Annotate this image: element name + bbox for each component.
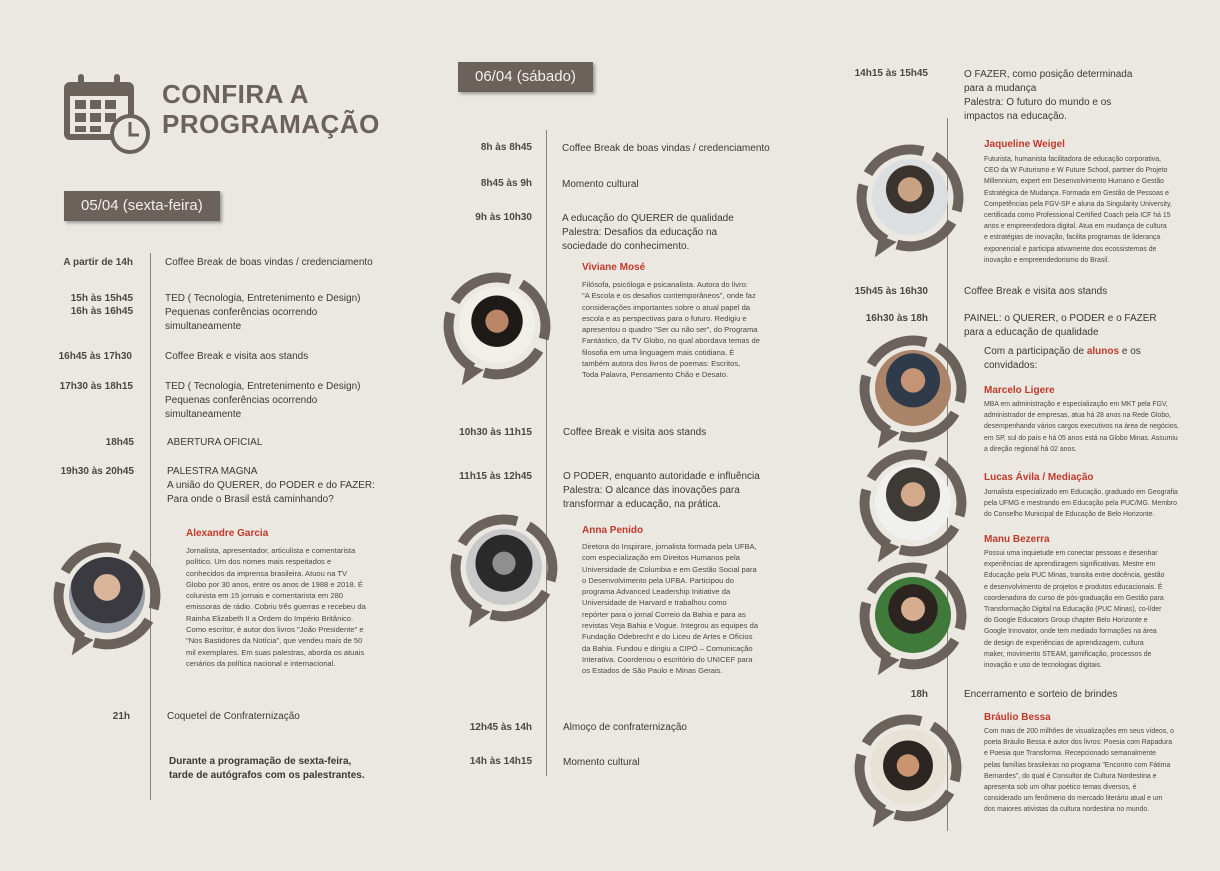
schedule-event: [964, 312, 1157, 340]
speaker-name: Bráulio Bessa: [984, 712, 1051, 723]
bio-line: inovação e uso de tecnologias digitais.: [984, 662, 1102, 670]
bio-line: escola e as perspectivas para o futuro. Redigiu e: [582, 313, 747, 323]
bio-line: "Nos Bastidores da Notícia", que vendeu mais de 50: [186, 636, 363, 646]
bio-line: considerações importantes sobre o atual papel da: [582, 302, 751, 312]
avatar: [872, 159, 948, 235]
bio-line: pelas famílias brasileiras no programa "Encontro com Fátima: [984, 761, 1171, 769]
bio-line: de design de experiências de aprendizagem, cultura: [984, 639, 1144, 647]
schedule-time: 21h: [112, 711, 130, 722]
bio-line: Universidade de Harvard e trabalhou como: [582, 598, 727, 608]
speaker-photo-frame: [449, 512, 559, 637]
day1-badge: 05/04 (sexta-feira): [64, 191, 220, 221]
bio-line: Interativa. Coordenou o escritório do UNICEF para: [582, 654, 753, 664]
avatar: [875, 464, 951, 540]
event-title: O PODER, enquanto autoridade e influência: [563, 471, 760, 482]
event-sub: transformar a educação, na prática.: [563, 499, 721, 510]
speaker-name: Anna Penido: [582, 525, 644, 536]
schedule-time: 16h30 às 18h: [865, 313, 928, 324]
bio-line: Como escritor, é autor dos livros "João Presidente" e: [186, 625, 364, 635]
participants-highlight: alunos: [1086, 346, 1120, 357]
bio-line: administrador de empresas, atua há 28 anos na Rede Globo,: [984, 412, 1171, 420]
bio-line: cenários da política nacional e internacional.: [186, 658, 336, 668]
schedule-time: 9h às 10h30: [475, 212, 532, 223]
bio-line: também autora dos livros de poemas: Escritos,: [582, 359, 741, 369]
avatar: [870, 729, 946, 805]
bio-line: MBA em administração e especialização em MKT pela FGV,: [984, 401, 1168, 408]
bio-line: a direção regional há 02 anos.: [984, 445, 1077, 453]
bio-line: Fantástico, da TV Globo, no qual abordava temas de: [582, 336, 761, 346]
schedule-event: Coffee Break de boas vindas / credenciamento: [562, 143, 770, 154]
speaker-bio: [984, 487, 1194, 521]
bio-line: maker, movimento STEAM, gamificação, processos de: [984, 650, 1152, 658]
avatar: [459, 287, 535, 363]
bio-line: exponencial e participa ativamente dos ecossistemas de: [984, 245, 1157, 253]
bio-line: apresentou o quadro "Ser ou não ser", do Programa: [582, 325, 758, 335]
speaker-bio: [984, 726, 1199, 816]
bio-line: considerado um fenômeno do mercado literário atual e um: [984, 795, 1163, 803]
schedule-event: ABERTURA OFICIAL: [167, 437, 263, 448]
schedule-time: 14h às 14h15: [469, 756, 532, 767]
event-title: para a mudança: [964, 83, 1037, 94]
bio-line: repórter para o jornal Correio da Bahia e para as: [582, 609, 746, 619]
avatar: [875, 577, 951, 653]
schedule-event: Coquetel de Confraternização: [167, 711, 300, 722]
schedule-time: 15h45 às 16h30: [854, 286, 928, 297]
speaker-name: Lucas Ávila / Mediação: [984, 472, 1094, 483]
schedule-time: 8h às 8h45: [480, 142, 532, 153]
bio-line: Diretora do Inspirare, jornalista formada pela UFBA,: [582, 542, 757, 551]
bio-line: político. Um dos nomes mais respeitados e: [186, 557, 332, 567]
schedule-event: Coffee Break de boas vindas / credenciamento: [165, 257, 373, 268]
bio-line: conhecidos da imprensa brasileira. Atuou na TV: [186, 568, 348, 578]
schedule-time: 14h15 às 15h45: [854, 68, 928, 79]
avatar: [875, 350, 951, 426]
note-line: Durante a programação de sexta-feira,: [169, 756, 352, 767]
schedule-event: [165, 292, 360, 334]
schedule-time: 19h30 às 20h45: [60, 466, 134, 477]
bio-line: Com mais de 200 milhões de visualizações em seus vídeos, o: [984, 728, 1174, 735]
speaker-name: Jaqueline Weigel: [984, 139, 1065, 150]
title-line-1: CONFIRA A: [162, 79, 310, 109]
bio-line: o Desenvolvimento pela UFBA. Participou do: [582, 575, 734, 585]
bio-line: coordenadora do curso de pós-graduação em Gestão para: [984, 594, 1164, 602]
bio-line: do Conselho Municipal de Educação de Belo Horizonte.: [984, 511, 1155, 519]
bio-line: em SP, sul do país e há 05 anos está na Globo Minas. Assumiu: [984, 434, 1178, 442]
event-sub: A união do QUERER, do PODER e do FAZER:: [167, 480, 375, 491]
bio-line: emissoras de rádio. Cobriu três guerras e recebeu da: [186, 602, 366, 612]
schedule-time: 17h30 às 18h15: [59, 381, 133, 392]
bio-line: da Bahia. Fundou e dirigiu a CIPÓ – Comunicação: [582, 643, 753, 653]
schedule-time: 16h às 16h45: [70, 306, 133, 317]
bio-line: CEO da W Futurismo e W Future School, partner do Projeto: [984, 167, 1168, 175]
bio-line: mil exemplares. Em suas palestras, aborda os atuais: [186, 647, 365, 657]
speaker-photo-frame: [52, 540, 162, 665]
schedule-event: [165, 380, 360, 422]
bio-line: revistas Veja Bahia e Vogue. Integrou as equipes da: [582, 621, 759, 631]
event-sub: simultaneamente: [165, 409, 242, 420]
speaker-photo-frame: [442, 270, 552, 395]
event-title: para a educação de qualidade: [964, 327, 1099, 338]
event-sub: simultaneamente: [165, 321, 242, 332]
panel-participants: [984, 345, 1141, 373]
event-sub: Palestra: O futuro do mundo e os: [964, 97, 1112, 108]
speaker-bio: [984, 399, 1194, 455]
speaker-name: Alexandre Garcia: [186, 528, 269, 539]
participants-line: convidados:: [984, 360, 1038, 371]
event-sub: Palestra: Desafios da educação na: [562, 227, 718, 238]
speaker-photo-frame: [853, 712, 963, 837]
day2-timeline: [546, 130, 547, 776]
schedule-event: [562, 212, 734, 254]
schedule-time: 15h às 15h45: [70, 293, 133, 304]
speaker-name: Manu Bezerra: [984, 534, 1050, 545]
event-sub: sociedade do conhecimento.: [562, 241, 690, 252]
event-title: TED ( Tecnologia, Entretenimento e Design): [165, 381, 361, 392]
bio-line: experiências de aprendizagem significativas. Mestre em: [984, 561, 1156, 569]
bio-line: Bernardes", do qual é Consultor de Cultura Nordestina e: [984, 772, 1157, 780]
speaker-bio: [582, 279, 802, 381]
bio-line: Competências pela FGV-SP e aluna da Singularity University,: [984, 200, 1172, 208]
bio-line: Transformação Digital na Educação (PUC Minas), co-líder: [984, 606, 1162, 614]
bio-line: e desenvolvimento de projetos e produtos educacionais. É: [984, 583, 1163, 591]
bio-line: Futurista, humanista facilitadora de educação corporativa,: [984, 156, 1161, 163]
event-title: A educação do QUERER de qualidade: [562, 213, 734, 224]
bio-line: Jornalista, apresentador, articulista e comentarista: [186, 546, 356, 555]
schedule-event: [563, 470, 760, 512]
schedule-event: Momento cultural: [563, 757, 640, 768]
bio-line: Fundação Odebrecht e do Liceu de Artes e Ofícios: [582, 632, 753, 642]
bio-line: desempenhando vários cargos executivos na área de negócios,: [984, 423, 1179, 431]
bio-line: dos maiores ativistas da cultura nordestina no mundo.: [984, 806, 1150, 814]
participants-line: [984, 345, 1141, 359]
bio-line: programa Advanced Leadership Initiative da: [582, 587, 731, 597]
speaker-bio: [582, 541, 797, 677]
schedule-time: 12h45 às 14h: [469, 722, 532, 733]
bio-line: Rainha Elizabeth II a Ordem do Império Britânico.: [186, 613, 354, 623]
bio-line: com especialização em Direitos Humanos pela: [582, 553, 740, 563]
bio-line: e estratégias de inovação, facilita programas de liderança: [984, 234, 1161, 242]
avatar: [69, 557, 145, 633]
bio-line: Educação pela PUC Minas, transita entre docência, gestão: [984, 572, 1165, 580]
bio-line: "A Escola e os desafios contemporâneos", onde faz: [582, 291, 756, 301]
speaker-photo-frame: [858, 333, 968, 458]
schedule-time: 11h15 às 12h45: [459, 471, 532, 482]
bio-line: colunista em 15 jornais e comentarista em 280: [186, 591, 344, 601]
bio-line: Estratégica de Mudança. Formada em Gestão de Pessoas e: [984, 189, 1169, 197]
bio-line: Google Innovator, onde tem mediado formações na área: [984, 628, 1157, 636]
schedule-event: Momento cultural: [562, 179, 639, 190]
page-title: [162, 79, 380, 139]
bio-line: Universidade de Columbia e em Gestão Social para: [582, 564, 757, 574]
schedule-event: Almoço de confraternização: [563, 722, 687, 733]
bio-line: Millennium, expert em Desenvolvimento Humano e Gestão: [984, 178, 1165, 186]
bio-line: e Poesia que Transforma. Recepcionado semanalmente: [984, 750, 1156, 758]
bio-line: poeta Bráulio Bessa é autor dos livros: Poesia com Rapadura: [984, 739, 1173, 747]
event-title: TED ( Tecnologia, Entretenimento e Design): [165, 293, 361, 304]
participants-text: e os: [1119, 346, 1141, 357]
title-line-2: PROGRAMAÇÃO: [162, 109, 380, 139]
event-sub: Palestra: O alcance das inovações para: [563, 485, 740, 496]
schedule-event: Encerramento e sorteio de brindes: [964, 689, 1118, 700]
calendar-clock-icon: [62, 72, 152, 154]
bio-line: do Google Educators Group chapter Belo Horizonte e: [984, 617, 1148, 625]
speaker-bio: [984, 154, 1194, 266]
event-sub: Pequenas conferências ocorrendo: [165, 395, 318, 406]
event-title: PAINEL: o QUERER, o PODER e o FAZER: [964, 313, 1157, 324]
bio-line: Toda Palavra, Pensamento Chão e Desato.: [582, 370, 729, 380]
schedule-event: [167, 465, 375, 507]
bio-line: apresenta sob um olhar poético temas diversos, é: [984, 784, 1137, 792]
day2-badge: 06/04 (sábado): [458, 62, 593, 92]
event-sub: impactos na educação.: [964, 111, 1067, 122]
avatar: [466, 529, 542, 605]
event-sub: Pequenas conferências ocorrendo: [165, 307, 318, 318]
bio-line: Globo por 30 anos, entre os anos de 1988 e 2018. É: [186, 579, 363, 589]
bio-line: anos e empreendedora digital. Atua em mudança de cultura: [984, 223, 1167, 231]
day1-timeline: [150, 253, 151, 800]
bio-line: os Estados de São Paulo e Minas Gerais.: [582, 666, 723, 676]
speaker-bio: [186, 545, 406, 669]
note-line: tarde de autógrafos com os palestrantes.: [169, 770, 365, 781]
event-title: O FAZER, como posição determinada: [964, 69, 1133, 80]
schedule-time: 8h45 às 9h: [480, 178, 532, 189]
bio-line: Jornalista especializado em Educação, graduado em Geografia: [984, 489, 1178, 496]
schedule-event: Coffee Break e visita aos stands: [964, 286, 1108, 297]
speaker-bio: [984, 548, 1194, 671]
speaker-photo-frame: [858, 447, 968, 572]
schedule-time: 10h30 às 11h15: [459, 427, 532, 438]
schedule-time: 18h45: [105, 437, 134, 448]
speaker-photo-frame: [855, 142, 965, 267]
bio-line: Possui uma inquietude em conectar pessoas e desenhar: [984, 550, 1158, 557]
schedule-event: Coffee Break e visita aos stands: [165, 351, 309, 362]
bio-line: Filósofa, psicóloga e psicanalista. Autora do livro:: [582, 280, 748, 289]
speaker-photo-frame: [858, 560, 968, 685]
speaker-name: Viviane Mosé: [582, 262, 646, 273]
autograph-note: [169, 755, 365, 783]
schedule-event: [964, 68, 1132, 124]
event-sub: Para onde o Brasil está caminhando?: [167, 494, 334, 505]
bio-line: inovação e empreendedorismo do Brasil.: [984, 256, 1110, 264]
bio-line: filosofia em uma linguagem mais cotidiana. É: [582, 347, 735, 357]
schedule-time: 16h45 às 17h30: [58, 351, 132, 362]
schedule-event: Coffee Break e visita aos stands: [563, 427, 707, 438]
bio-line: pela UFMG e mestrando em Educação pela PUC/MG. Membro: [984, 500, 1178, 508]
participants-text: Com a participação de: [984, 346, 1087, 357]
speaker-name: Marcelo Ligere: [984, 385, 1055, 396]
schedule-time: 18h: [910, 689, 928, 700]
event-title: PALESTRA MAGNA: [167, 466, 258, 477]
bio-line: certificada como Professional Certified Coach pela ICF há 15: [984, 212, 1171, 220]
schedule-time: A partir de 14h: [63, 257, 133, 268]
